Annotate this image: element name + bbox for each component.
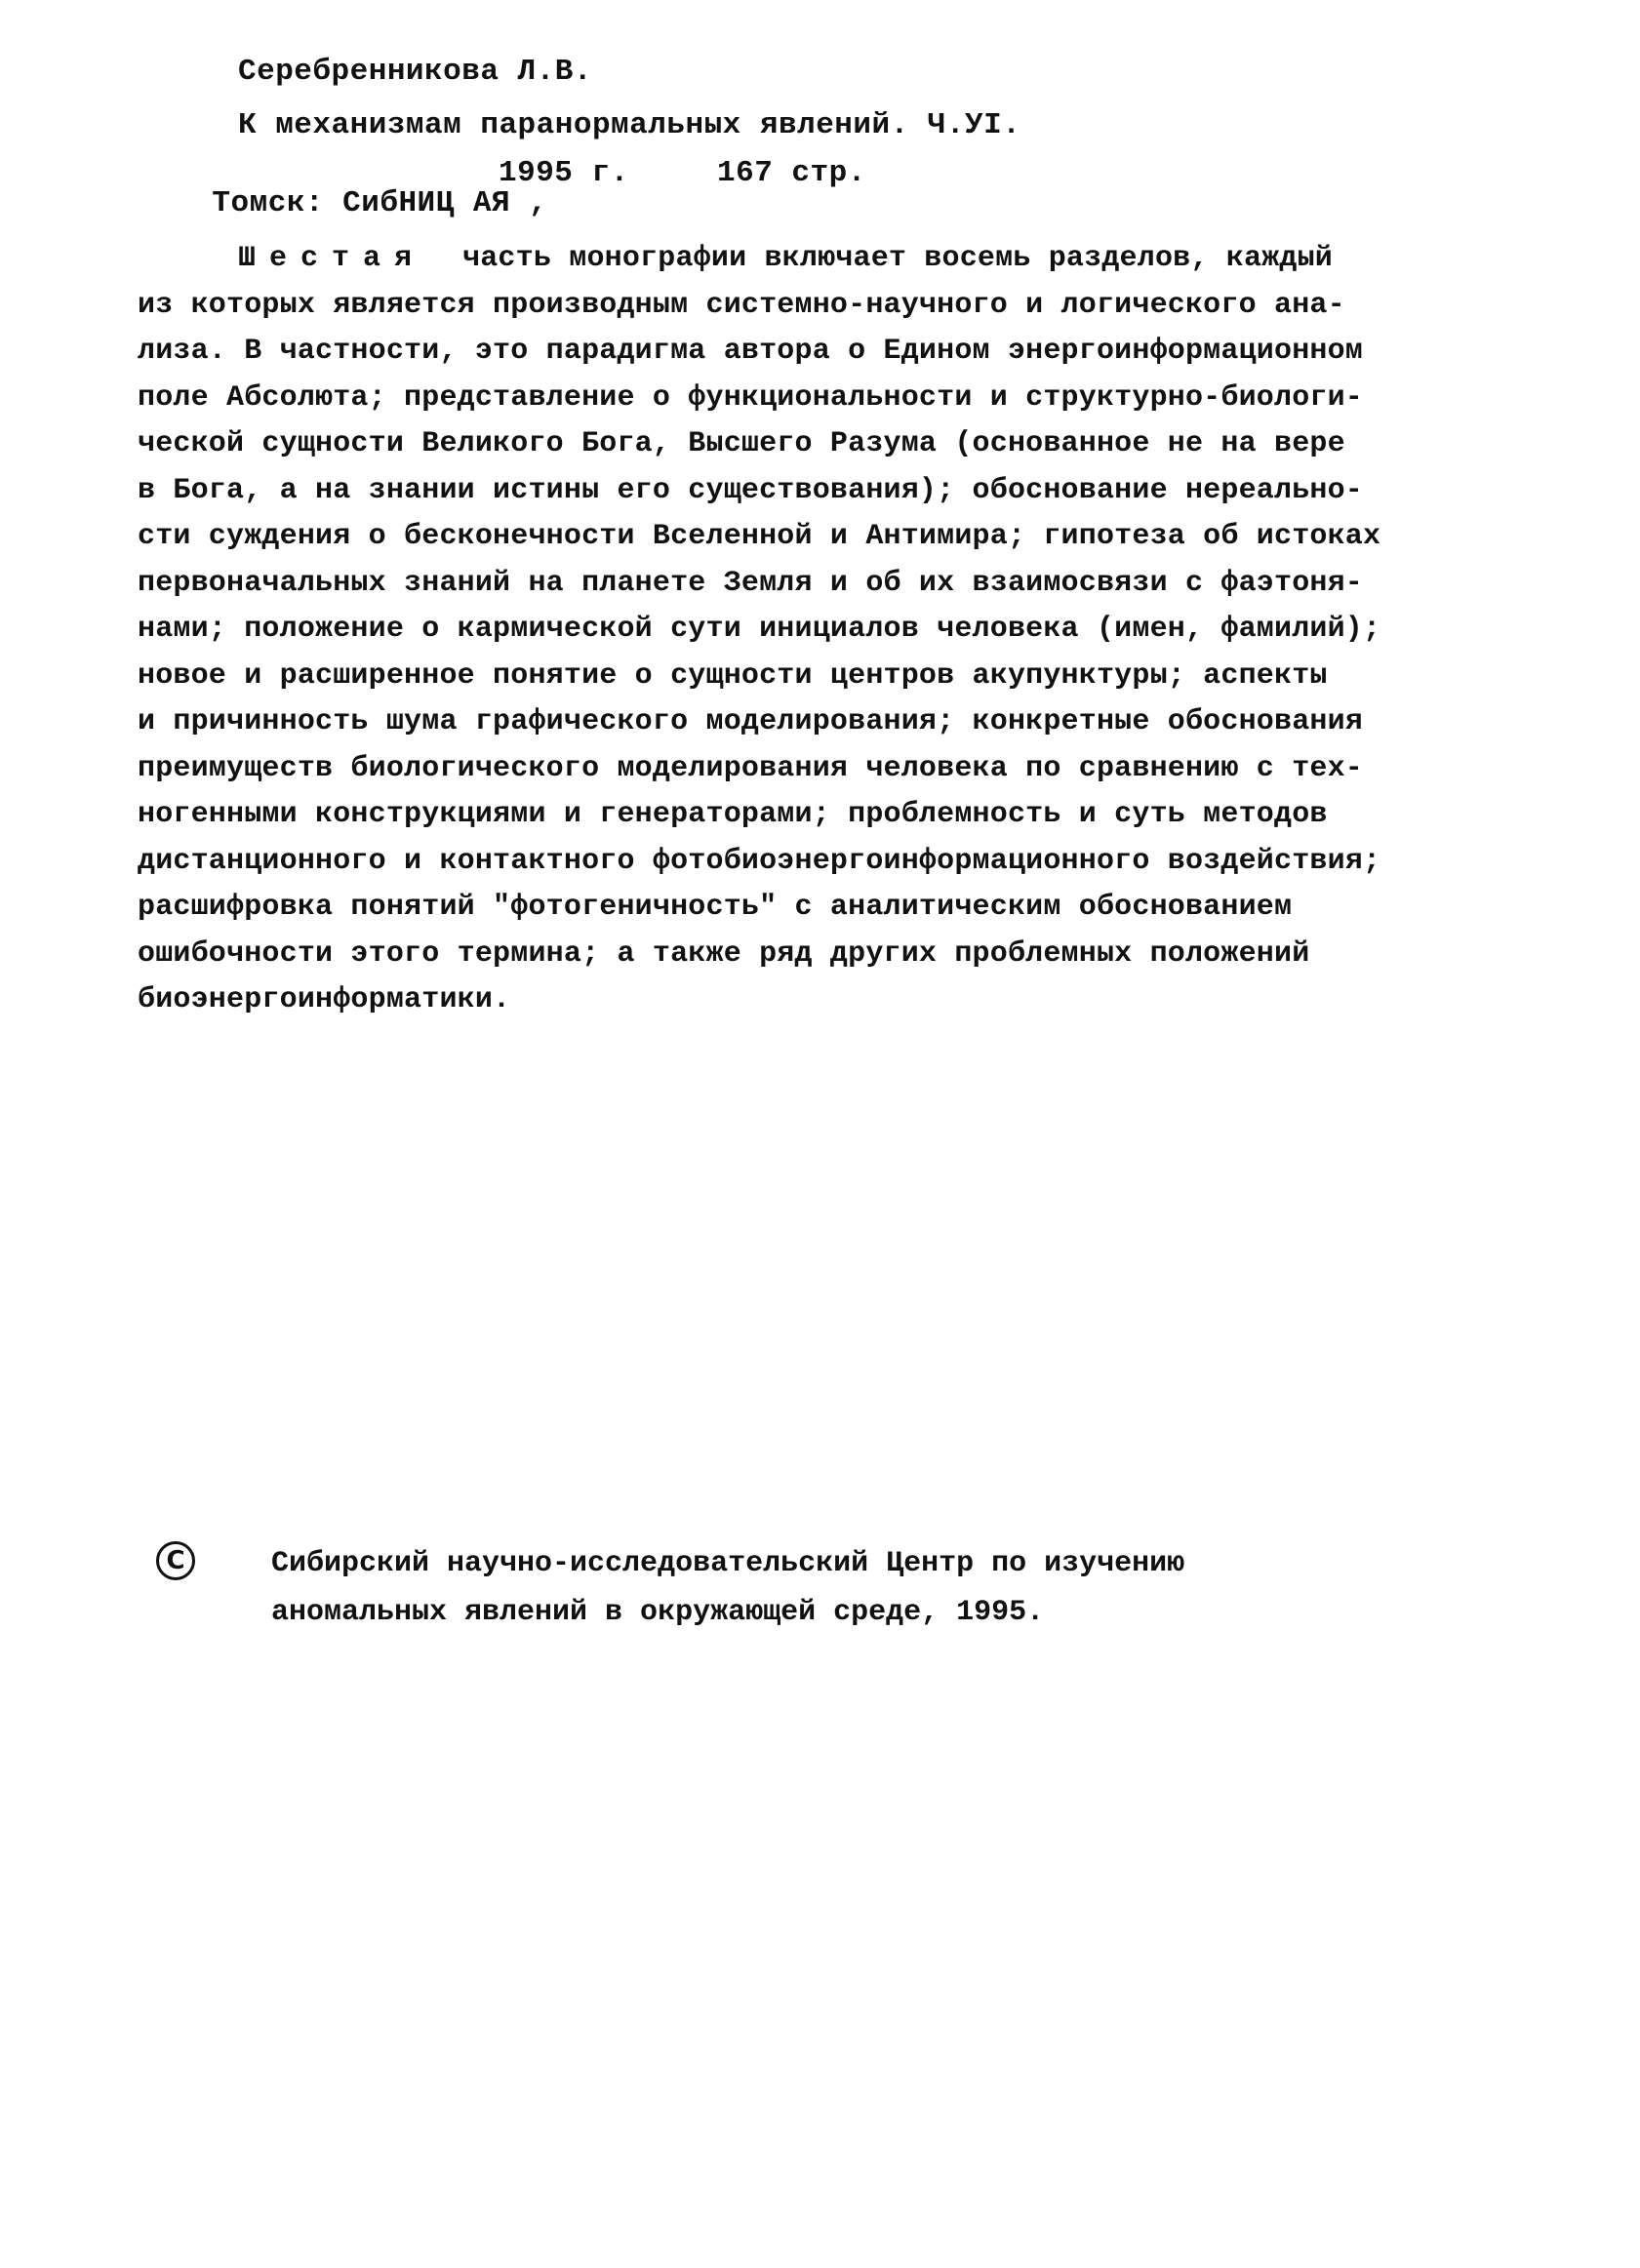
abstract-line: биоэнергоинформатики. [138, 983, 511, 1016]
abstract-line: и причинность шума графического моделирования; конкретные обоснования [138, 705, 1364, 738]
abstract-line: преимуществ биологического моделирования человека по сравнению с тех- [138, 751, 1364, 785]
copyright-notice [156, 1539, 1424, 1647]
abstract-line: дистанционного и контактного фотобиоэнергоинформационного воздействия; [138, 844, 1381, 878]
abstract-line: ческой сущности Великого Бога, Высшего Разума (основанное не на вере [138, 427, 1345, 460]
abstract-line: новое и расширенное понятие о сущности центров акупунктуры; аспекты [138, 658, 1328, 693]
abstract-line: в Бога, а на знании истины его существования); обоснование нереально- [138, 473, 1364, 507]
page-count: 167 стр. [717, 156, 866, 190]
abstract-line: ногенными конструкциями и генераторами; проблемность и суть методов [138, 798, 1328, 831]
copyright-line: аномальных явлений в окружающей среде, 1995. [271, 1596, 1045, 1629]
copyright-line: Сибирский научно-исследовательский Центр по изучению [271, 1547, 1185, 1580]
abstract-line: сти суждения о бесконечности Вселенной и Антимира; гипотеза об истоках [138, 520, 1381, 553]
abstract-line: лиза. В частности, это парадигма автора о Едином энергоинформационном [138, 335, 1364, 368]
abstract-line: нами; положение о кармической сути инициалов человека (имен, фамилий); [138, 613, 1381, 646]
abstract-line: первоначальных знаний на планете Земля и об их взаимосвязи с фаэтоня- [138, 566, 1364, 600]
title-line: К механизмам паранормальных явлений. Ч.УI. [238, 108, 1021, 142]
abstract-line: ошибочности этого термина; а также ряд других проблемных положений [138, 936, 1310, 971]
publication-year: 1995 г. [499, 156, 629, 190]
author-line: Серебренникова Л.В. [238, 55, 592, 89]
abstract-line [138, 236, 1523, 283]
abstract-first-word: Шестая [238, 242, 426, 275]
abstract [138, 236, 1523, 1024]
abstract-line: расшифровка понятий "фотогеничность" с аналитическим обоснованием [138, 891, 1293, 924]
abstract-line: из которых является производным системно-научного и логического ана- [138, 288, 1345, 322]
abstract-line: поле Абсолюта; представление о функциональности и структурно-биологи- [138, 380, 1364, 415]
copyright-text [271, 1539, 1184, 1637]
publisher: Томск: СибНИЦ АЯ , [212, 186, 548, 220]
copyright-icon: C [156, 1541, 195, 1580]
abstract-line-text: часть монографии включает восемь разделов, каждый [462, 242, 1333, 275]
